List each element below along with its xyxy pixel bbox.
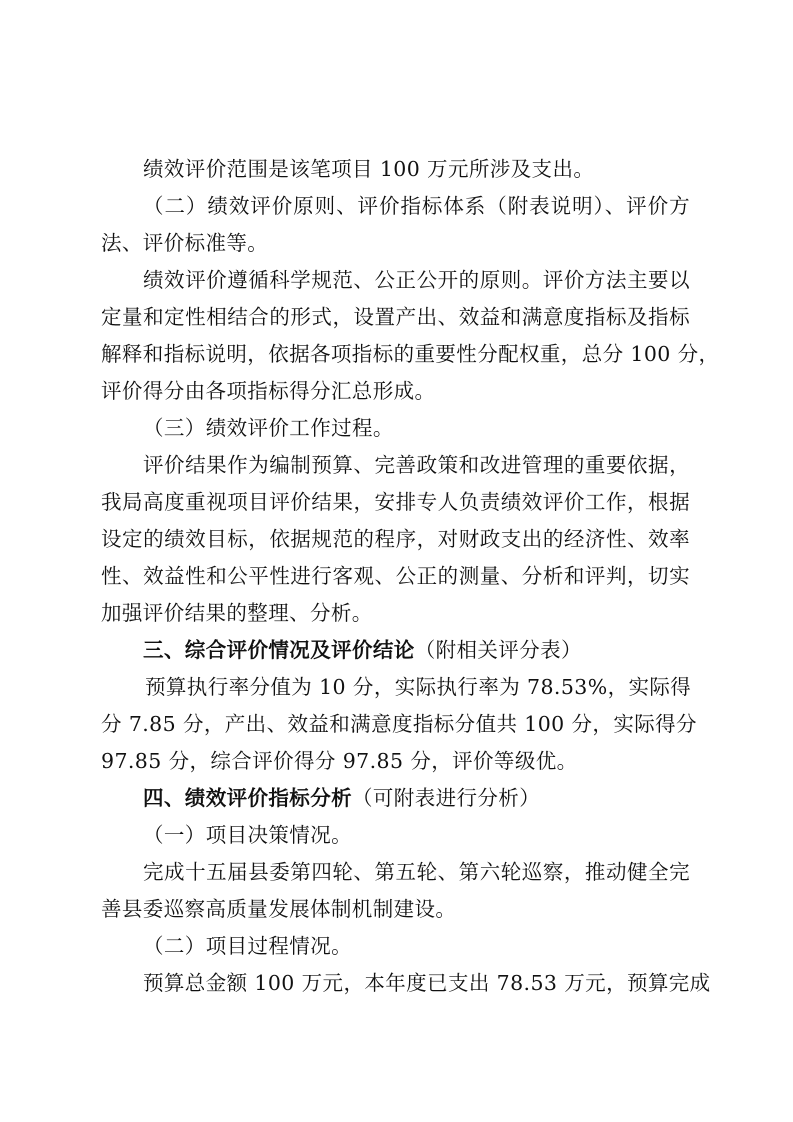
paragraph-line: 分 7.85 分，产出、效益和满意度指标分值共 100 分，实际得分 bbox=[101, 712, 697, 736]
paragraph-line: 97.85 分，综合评价得分 97.85 分，评价等级优。 bbox=[101, 749, 578, 773]
section-heading-1: （一）项目决策情况。 bbox=[143, 823, 352, 847]
paragraph-line: 性、效益性和公平性进行客观、公正的测量、分析和评判，切实 bbox=[101, 564, 690, 588]
section-heading-3: （三）绩效评价工作过程。 bbox=[143, 416, 394, 440]
paragraph-line: 预算总金额 100 万元，本年度已支出 78.53 万元，预算完成 bbox=[143, 971, 711, 995]
chapter-heading-note: （可附表进行分析） bbox=[352, 786, 541, 810]
paragraph-line: 设定的绩效目标，依据规范的程序，对财政支出的经济性、效率 bbox=[101, 527, 690, 551]
paragraph-line: 善县委巡察高质量发展体制机制建设。 bbox=[101, 897, 457, 921]
paragraph-line: 预算执行率分值为 10 分，实际执行率为 78.53%，实际得 bbox=[145, 675, 692, 699]
chapter-heading-4 bbox=[143, 783, 540, 813]
section-heading-2: （二）绩效评价原则、评价指标体系（附表说明）、评价方 bbox=[143, 194, 690, 218]
paragraph-line: 绩效评价范围是该笔项目 100 万元所涉及支出。 bbox=[143, 157, 595, 181]
paragraph-line: 评价得分由各项指标得分汇总形成。 bbox=[101, 379, 436, 403]
chapter-heading-text: 四、绩效评价指标分析 bbox=[143, 786, 352, 810]
chapter-heading-note: （附相关评分表） bbox=[414, 638, 582, 662]
paragraph-line: 我局高度重视项目评价结果，安排专人负责绩效评价工作，根据 bbox=[101, 490, 690, 514]
paragraph-line: 定量和定性相结合的形式，设置产出、效益和满意度指标及指标 bbox=[101, 305, 690, 329]
paragraph-line: 完成十五届县委第四轮、第五轮、第六轮巡察，推动健全完 bbox=[143, 860, 690, 884]
chapter-heading-3 bbox=[143, 635, 582, 665]
paragraph-line: 加强评价结果的整理、分析。 bbox=[101, 601, 373, 625]
paragraph-line: 法、评价标准等。 bbox=[101, 231, 269, 255]
paragraph-line: 解释和指标说明，依据各项指标的重要性分配权重，总分 100 分， bbox=[101, 342, 720, 366]
chapter-heading-text: 三、综合评价情况及评价结论 bbox=[143, 638, 415, 662]
paragraph-line: 评价结果作为编制预算、完善政策和改进管理的重要依据， bbox=[143, 453, 690, 477]
section-heading-2: （二）项目过程情况。 bbox=[143, 934, 352, 958]
paragraph-line: 绩效评价遵循科学规范、公正公开的原则。评价方法主要以 bbox=[143, 268, 690, 292]
